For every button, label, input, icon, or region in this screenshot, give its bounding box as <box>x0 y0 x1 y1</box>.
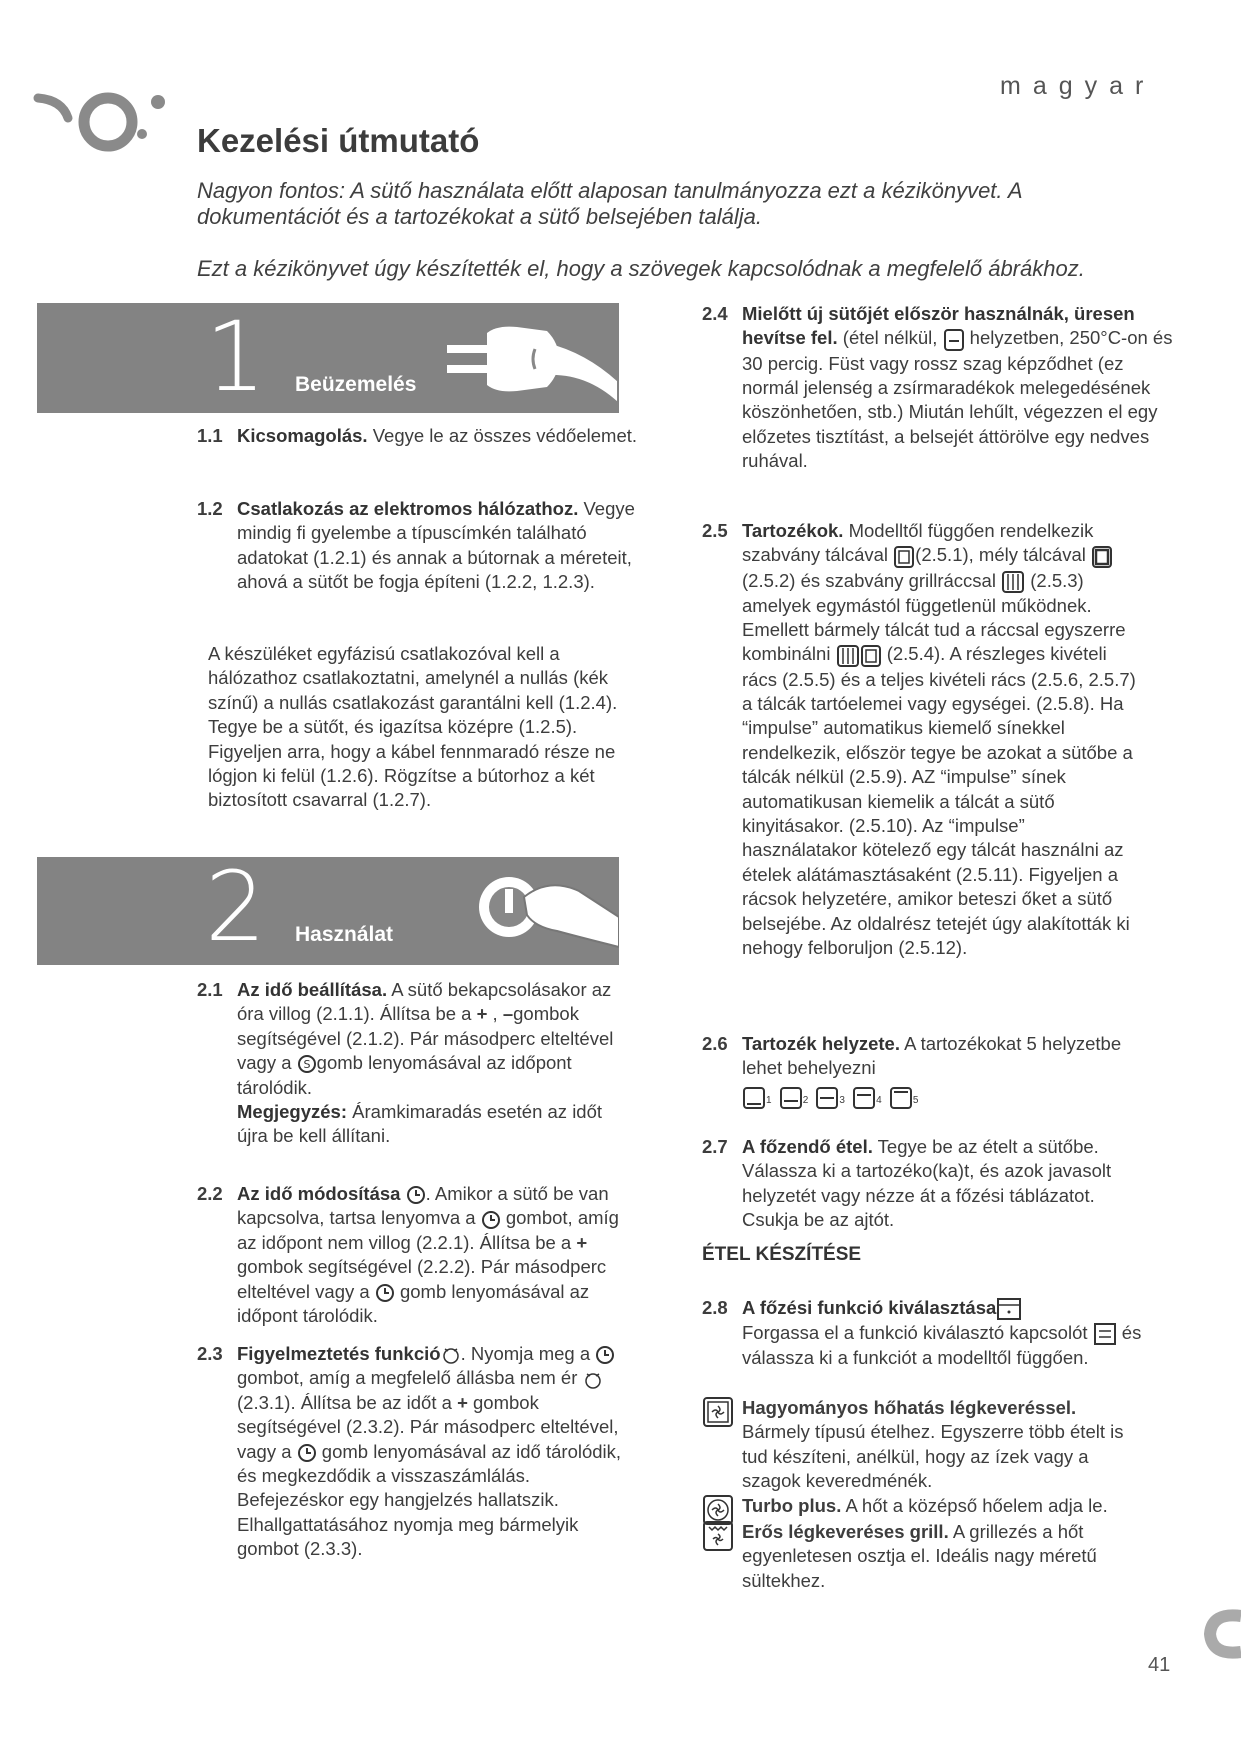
rack-position-label: 3 <box>839 1094 845 1106</box>
section-text: Vegye le az összes védőelemet. <box>367 425 638 446</box>
function-text: Bármely típusú ételhez. Egyszerre több ételt is tud készíteni, anélkül, hogy az ízek vagy a szagok keveredménék. <box>742 1421 1124 1492</box>
rack-position-label: 1 <box>766 1094 772 1106</box>
section-title: Használat <box>295 923 394 946</box>
section-body-2-4 <box>742 302 1182 474</box>
knob-hand-icon <box>469 857 619 965</box>
convection-fan-icon <box>702 1396 734 1428</box>
clock-icon <box>481 1210 501 1230</box>
tray-icon <box>860 644 882 668</box>
section-heading: A főzendő étel. <box>742 1136 873 1157</box>
function-selector-icon <box>996 1297 1022 1321</box>
section-body-2-2 <box>237 1182 637 1328</box>
grill-rack-icon <box>836 644 860 668</box>
section-text: gombok segítségével (2.1.2). Pár másodperc elteltével vagy a <box>237 1003 614 1074</box>
section-body-1-1 <box>237 424 637 448</box>
rack-position-label: 2 <box>802 1094 809 1106</box>
section-heading: Mielőtt új sütőjét először használnák, üresen hevítse fel. <box>742 303 1135 349</box>
fan-grill-icon <box>702 1520 734 1552</box>
section-text: A sütő bekapcsolásakor az óra villog (2.1.1). Állítsa be a <box>237 979 612 1025</box>
section-text: és válassza ki a funkciót a modelltől függően. <box>742 1322 1142 1369</box>
minus-icon: – <box>502 1003 514 1025</box>
page-number: 41 <box>1148 1654 1171 1676</box>
section-number-2-7: 2.7 <box>702 1136 728 1157</box>
section-number-2-6: 2.6 <box>702 1033 728 1054</box>
section-body-2-6 <box>742 1032 1142 1113</box>
note-text: Áramkimaradás esetén az időt újra be kell állítani. <box>237 1101 603 1147</box>
tray-icon <box>893 545 915 569</box>
section-text: gomb lenyomásával az időpont tárolódik. <box>237 1280 590 1327</box>
section-text: Modelltől függően rendelkezik szabvány tálcával <box>742 520 1094 566</box>
function-item <box>700 1520 1140 1593</box>
plus-icon: + <box>476 1003 488 1025</box>
intro-text: Nagyon fontos: A sütő használata előtt alaposan tanulmányozza ezt a kézikönyvet. A dokumentációt és a tartozékokat a sütő belsejében találja. <box>197 178 1022 229</box>
rack-position-2-icon <box>779 1086 803 1110</box>
section-number-2-2: 2.2 <box>197 1183 223 1204</box>
section-body-2-1 <box>237 978 637 1149</box>
section-text: gomb lenyomásával az idő tárolódik, és megkezdődik a visszaszámlálás. Befejezéskor egy hangjelzés hallatszik. Elhallgattatásához nyomja meg bármelyik gombot (2.3.3). <box>237 1440 622 1560</box>
clock-icon <box>406 1185 426 1205</box>
section-text: (2.5.2) és szabvány grillráccsal <box>742 569 1002 591</box>
function-title: Hagyományos hőhatás légkeveréssel. <box>742 1397 1077 1418</box>
page-title: Kezelési útmutató <box>197 122 480 159</box>
rack-position-3-icon <box>815 1086 839 1110</box>
function-item <box>700 1494 1140 1518</box>
rack-position-1-icon <box>742 1086 766 1110</box>
function-text: A hőt a középső hőelem adja le. <box>841 1494 1108 1516</box>
section-heading: Tartozék helyzete. <box>742 1033 900 1054</box>
clock-icon <box>375 1283 395 1303</box>
corner-decoration-icon <box>1172 1598 1241 1668</box>
section-body-2-7 <box>742 1135 1142 1233</box>
section-text: (2.5.3) amelyek egymástól függetlenül működnek. Emellett bármely tálcát tud a ráccsal egyszerre kombinálni <box>742 569 1126 665</box>
clock-icon <box>297 1443 317 1463</box>
section-body-2-5 <box>742 519 1142 960</box>
section-text: gombok segítségével (2.3.2). Pár másodperc elteltével, vagy a <box>237 1391 619 1462</box>
section-text: gombot, amíg az időpont nem villog (2.2.1). Állítsa be a <box>237 1207 619 1253</box>
function-item <box>700 1396 1140 1494</box>
section-text: gomb lenyomásával az időpont tárolódik. <box>237 1052 572 1098</box>
section-text: . Amikor a sütő be van kapcsolva, tartsa lenyomva a <box>237 1183 609 1229</box>
function-knob-icon <box>1093 1322 1117 1346</box>
plus-icon: + <box>457 1391 468 1413</box>
connection-paragraph: A készüléket egyfázisú csatlakozóval kell a hálózathoz csatlakoztatni, amelynél a nullás (kék színű) a nullás csatlakozást garantálni kell (1.2.4). Tegye be a sütőt, és igazítsa középre (1.2.5). Figyeljen arra, hogy a kábel fennmaradó része ne lógjon ki felül (1.2.6). Rögzítse a bútorhoz a két biztosított csavarral (1.2.7). <box>208 643 618 811</box>
note-label: Megjegyzés: <box>237 1101 348 1123</box>
section-text: Tegye be az ételt a sütőbe. Válassza ki a tartozéko(ka)t, és azok javasolt helyzetét vagy nézze át a főzési táblázatot. Csukja be az ajtót. <box>742 1136 1112 1231</box>
section-text: A tartozékokat 5 helyzetbe lehet behelyezni <box>742 1033 1122 1079</box>
alarm-icon <box>583 1370 603 1390</box>
select-button-icon <box>297 1054 317 1074</box>
brand-logo-icon <box>30 74 170 184</box>
intro-text-2: Ezt a kézikönyvet úgy készítették el, hogy a szövegek kapcsolódnak a megfelelő ábrákhoz. <box>197 256 1085 281</box>
section-number-1-2: 1.2 <box>197 498 223 519</box>
section-text: , <box>487 1003 503 1025</box>
plus-icon: + <box>576 1231 588 1253</box>
section-heading: Az idő módosítása <box>237 1183 401 1204</box>
clock-icon <box>595 1345 615 1365</box>
section-text: . Nyomja meg a <box>460 1343 596 1364</box>
grill-rack-icon <box>1001 570 1025 594</box>
cooking-heading: ÉTEL KÉSZÍTÉSE <box>702 1244 862 1265</box>
alarm-icon <box>441 1345 461 1365</box>
svg-text:S: S <box>303 1058 311 1072</box>
section-heading: Figyelmeztetés funkció <box>237 1343 441 1364</box>
section-text: (étel nélkül, <box>837 327 943 349</box>
section-text: (2.3.1). Állítsa be az időt a <box>237 1391 458 1413</box>
section-banner-usage <box>37 857 619 965</box>
section-number-2-1: 2.1 <box>197 979 223 1000</box>
section-text: (2.5.4). A részleges kivételi rács (2.5.5) és a teljes kivételi rács (2.5.6, 2.5.7) a tálcák tartóelemei vagy egységei. (2.5.8). Ha “impulse” automatikus kiemelő sínekkel rendelkezik, először tegye be azokat a sütőbe a tálcák nélkül (2.5.9). AZ “impulse” sínek automatikusan kiemelik a tálcát a sütő kinyitásakor. (2.5.10). Az “impulse” használatakor kötelező egy tálcát használni az ételek alátámasztásaként (2.5.11). Figyeljen a rácsok helyzetére, amikor beteszi őket a sütő belsejébe. Az oldalrész tetejét úgy alakították ki nehogy felboruljon (2.5.12). <box>742 643 1136 959</box>
function-text: A grillezés a hőt egyenletesen osztja el. Ideális nagy méretű sültekhez. <box>742 1521 1097 1591</box>
function-title: Turbo plus. <box>742 1494 842 1516</box>
plug-icon <box>437 303 617 413</box>
section-text: gombot, amíg a megfelelő állásba nem ér <box>237 1367 583 1389</box>
oven-position-icon <box>943 328 965 352</box>
section-number-2-4: 2.4 <box>702 303 728 324</box>
rack-position-label: 4 <box>876 1094 882 1106</box>
function-title: Erős légkeveréses grill. <box>742 1521 949 1543</box>
rack-position-label: 5 <box>912 1094 919 1106</box>
section-text: (2.5.1), mély tálcával <box>915 544 1091 566</box>
section-number-1-1: 1.1 <box>197 425 223 446</box>
deep-tray-icon <box>1091 545 1113 569</box>
rack-position-row <box>742 1085 1142 1113</box>
function-list <box>700 1396 1140 1593</box>
section-banner-installation <box>37 303 619 413</box>
section-heading: Csatlakozás az elektromos hálózathoz. <box>237 498 579 519</box>
section-number: 1 <box>205 303 267 413</box>
section-body-1-2 <box>237 497 637 595</box>
section-title: Beüzemelés <box>295 373 417 396</box>
section-heading: Kicsomagolás. <box>237 425 368 446</box>
rack-position-5-icon <box>889 1086 913 1110</box>
section-text: Vegye mindig fi gyelembe a típuscímkén található adatokat (1.2.1) és annak a bútornak a méreteit, ahová a sütőt be fogja építeni (1.2.2, 1.2.3). <box>237 498 635 593</box>
section-number: 2 <box>205 857 267 963</box>
section-body-2-8 <box>742 1296 1142 1371</box>
section-text: helyzetben, 250°C-on és 30 percig. Füst vagy rossz szag képződhet (ez normál jelenség a zsírmaradékok melegedésének köszönhetően, stb.) Miután lehűlt, végezzen el egy előzetes tisztítást, a belsejét áttörölve egy nedves ruhával. <box>742 327 1173 472</box>
section-number-2-3: 2.3 <box>197 1343 223 1364</box>
section-heading: Az idő beállítása. <box>237 979 388 1000</box>
section-heading: A főzési funkció kiválasztása <box>742 1297 997 1318</box>
section-text: Forgassa el a funkció kiválasztó kapcsolót <box>742 1322 1093 1344</box>
section-number-2-8: 2.8 <box>702 1297 728 1318</box>
language-label: magyar <box>1000 72 1156 100</box>
section-heading: Tartozékok. <box>742 520 844 541</box>
section-number-2-5: 2.5 <box>702 520 728 541</box>
section-text: gombok segítségével (2.2.2). Pár másodperc elteltével vagy a <box>237 1256 607 1302</box>
rack-position-4-icon <box>852 1086 876 1110</box>
section-body-2-3 <box>237 1342 637 1562</box>
